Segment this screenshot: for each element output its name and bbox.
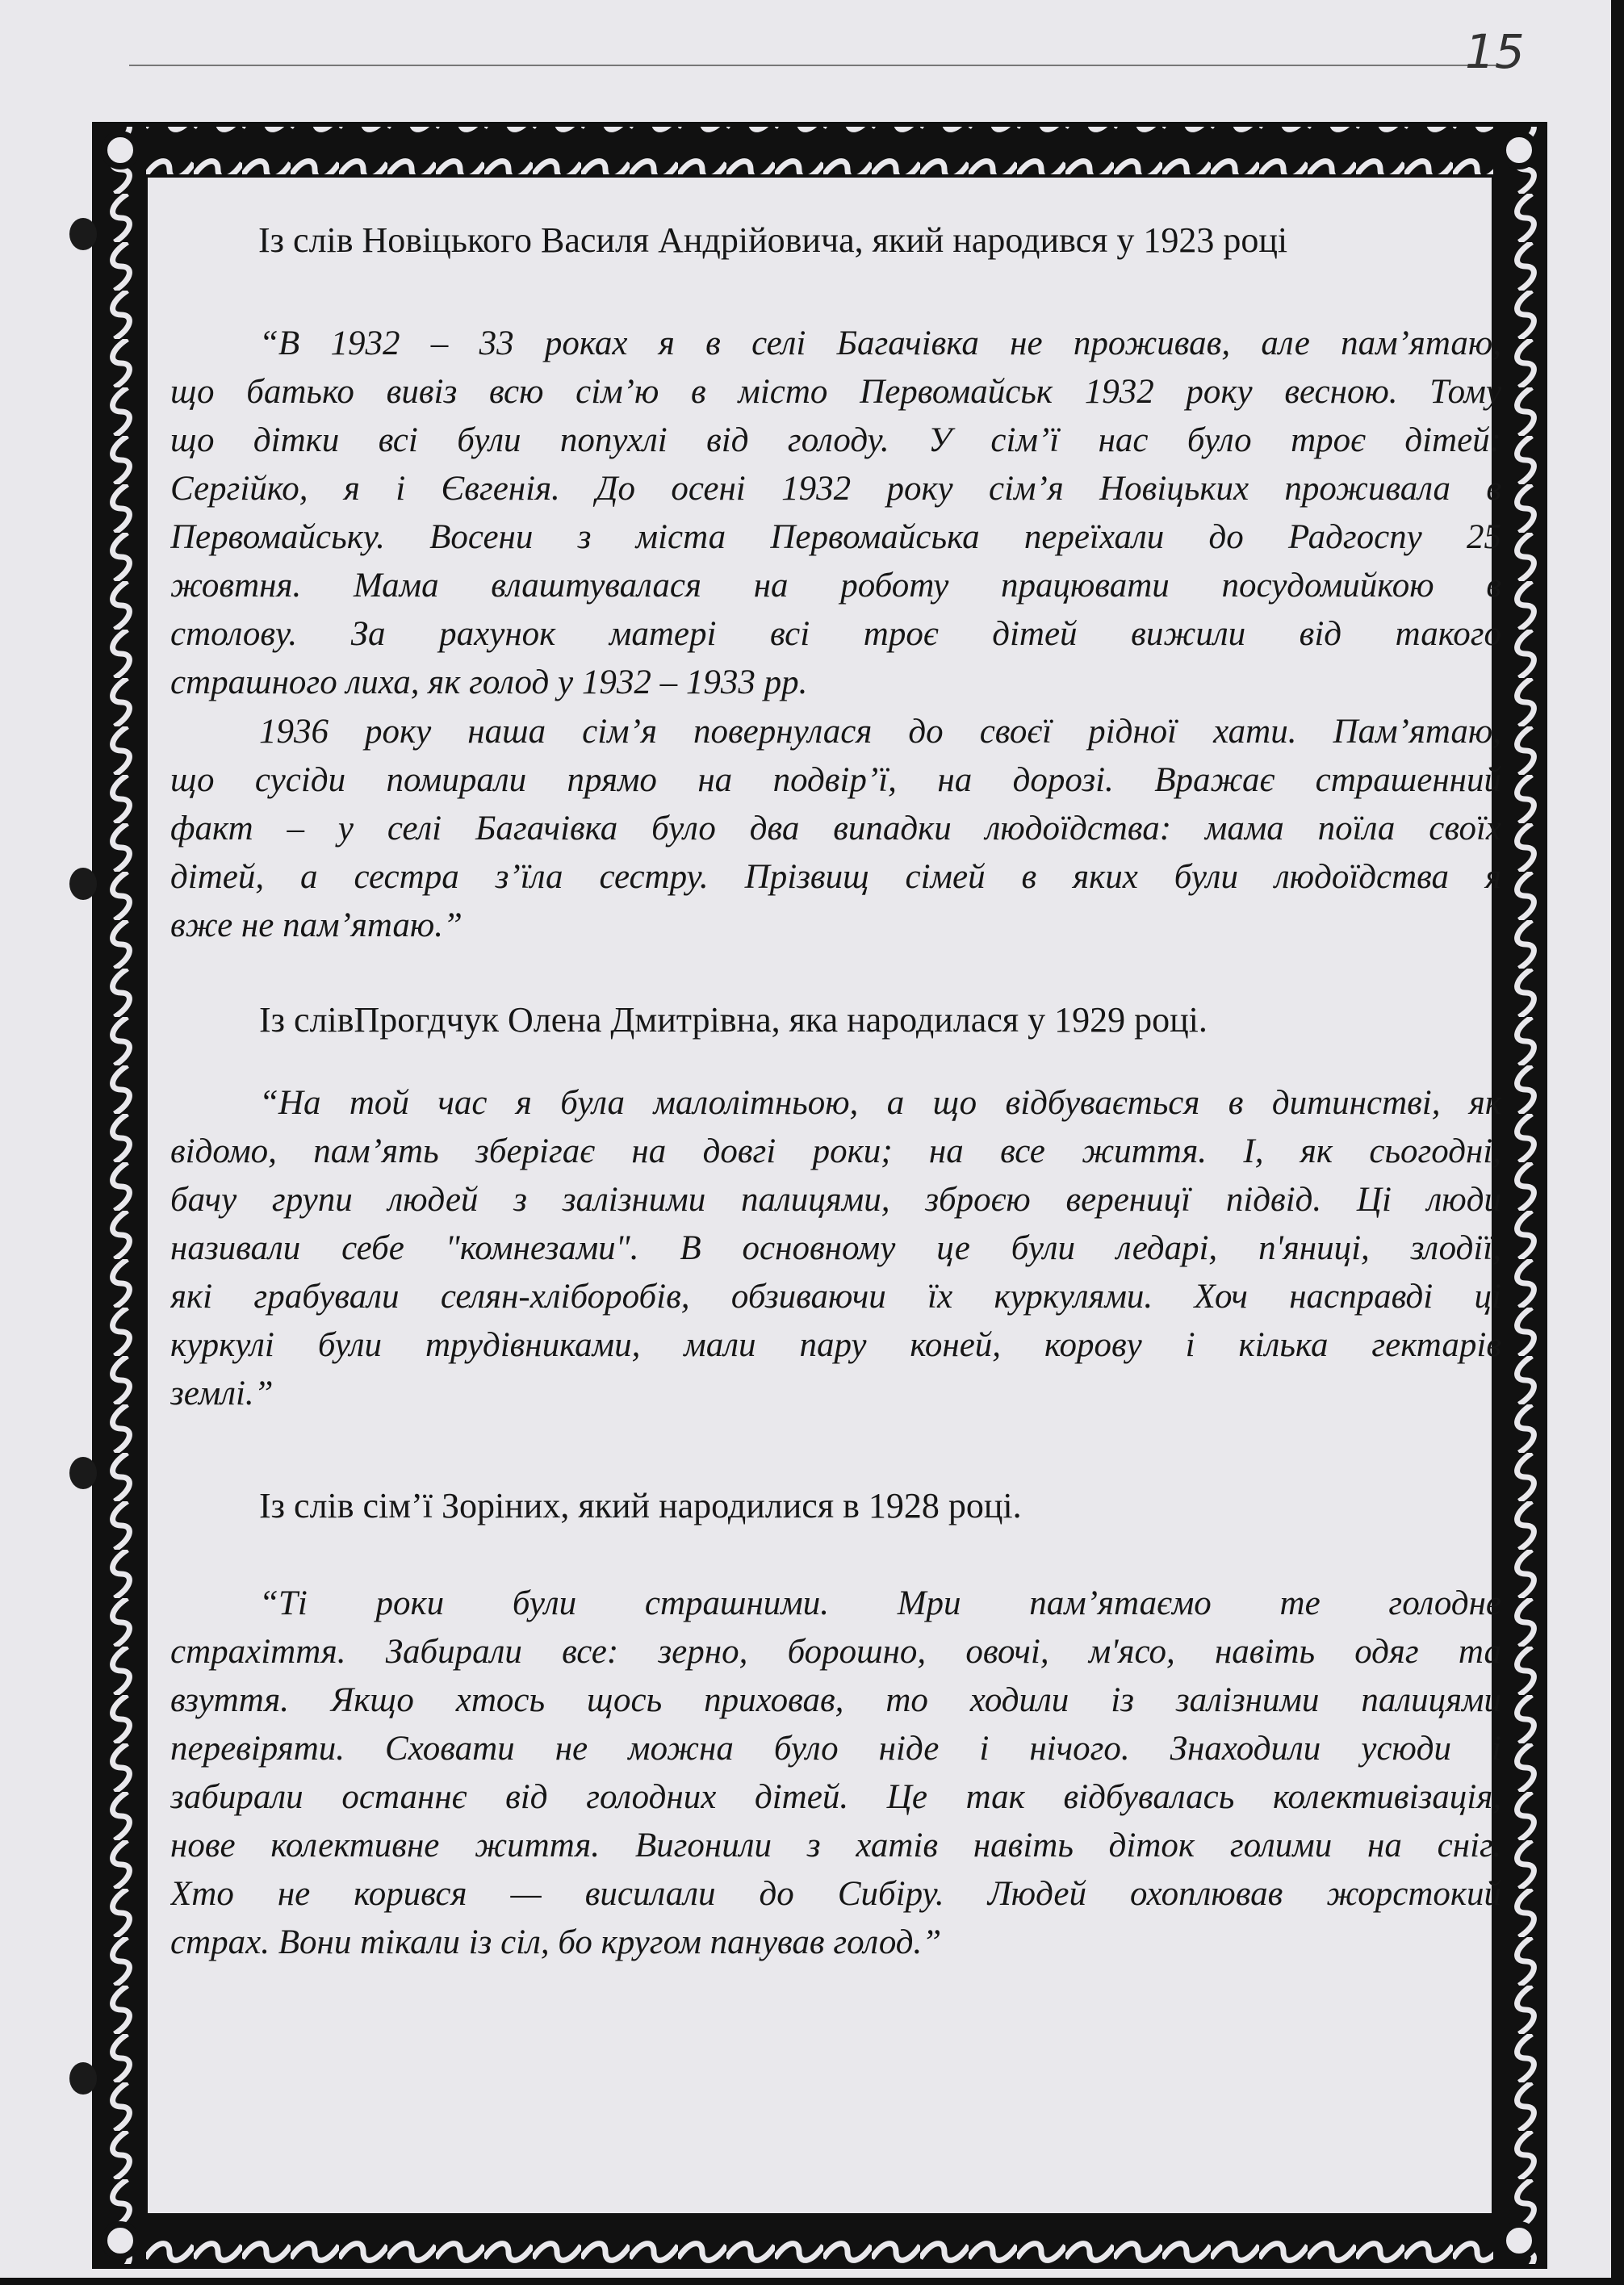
text-line: бачу групи людей з залізними палицями, зброєю вереницї підвід. Ці люди <box>170 1181 1501 1219</box>
quote-paragraph <box>170 320 1501 707</box>
quote-paragraph <box>170 708 1501 950</box>
text-line: які грабували селян-хліборобів, обзиваючи їх куркулями. Хоч насправді ці <box>170 1278 1501 1316</box>
text-line: що батько вивіз всю сім’ю в місто Первомайськ 1932 року весною. Тому <box>170 373 1501 411</box>
section-heading: Із слівПрогдчук Олена Дмитрівна, яка народилася у 1929 році. <box>259 1000 1208 1040</box>
text-line: що сусіди помирали прямо на подвір’ї, на дорозі. Вражає страшенний <box>170 761 1501 799</box>
page-number: 15 <box>1465 24 1525 79</box>
text-line: жовтня. Мама влаштувалася на роботу працювати посудомийкою в <box>170 567 1501 605</box>
punch-hole <box>69 2062 97 2095</box>
text-line: страх. Вони тікали із сіл, бо кругом панував голод.” <box>170 1923 942 1961</box>
text-line: Сергійко, я і Євгенія. До осені 1932 року сім’я Новіцьких проживала в <box>170 470 1501 508</box>
text-line: забирали останнє від голодних дітей. Це так відбувалась колективізація, <box>170 1778 1501 1816</box>
text-line: Первомайську. Восени з міста Первомайська переїхали до Радгоспу 25 <box>170 518 1501 556</box>
text-line: відомо, пам’ять зберігає на довгі роки; на все життя. І, як сьогодні, <box>170 1132 1501 1170</box>
text-line: взуття. Якщо хтось щось приховав, то ходили із залізними палицями <box>170 1681 1501 1719</box>
text-line: землі.” <box>170 1375 274 1412</box>
quote-paragraph <box>170 1580 1501 1967</box>
text-line: “Ті роки були страшними. Мри пам’ятаємо те голодне <box>259 1584 1501 1622</box>
quote-paragraph <box>170 1079 1501 1418</box>
punch-hole <box>69 1457 97 1489</box>
punch-hole <box>69 868 97 900</box>
text-line: Хто не корився — висилали до Сибіру. Людей охоплював жорстокий <box>170 1875 1501 1913</box>
text-line: дітей, а сестра з’їла сестру. Прізвищ сімей в яких були людоїдства я <box>170 858 1501 896</box>
text-line: називали себе "комнезами". В основному це були ледарі, п'яниці, злодії, <box>170 1229 1501 1267</box>
text-line: столову. За рахунок матері всі троє дітей вижили від такого <box>170 615 1501 653</box>
text-line: страшного лиха, як голод у 1932 – 1933 рр. <box>170 663 808 701</box>
text-line: нове колективне життя. Вигонили з хатів навіть діток голими на сніг. <box>170 1827 1501 1864</box>
punch-hole <box>69 218 97 250</box>
text-line: “На той час я була малолітньою, а що відбувається в дитинстві, як <box>259 1084 1501 1122</box>
text-line: страхіття. Забирали все: зерно, борошно, овочі, м'ясо, навіть одяг та <box>170 1633 1501 1671</box>
section-heading: Із слів сім’ї Зоріних, який народилися в 1928 році. <box>259 1486 1022 1525</box>
section-heading: Із слів Новіцького Василя Андрійовича, який народився у 1923 році <box>258 220 1288 260</box>
text-line: факт – у селі Багачівка було два випадки людоїдства: мама поїла своїх <box>170 810 1501 847</box>
text-line: 1936 року наша сім’я повернулася до своєї рідної хати. Пам’ятаю, <box>259 713 1501 751</box>
text-line: що дітки всі були попухлі від голоду. У сім’ї нас було троє дітей: <box>170 421 1501 459</box>
text-line: вже не пам’ятаю.” <box>170 906 463 944</box>
text-line: “В 1932 – 33 роках я в селі Багачівка не проживав, але пам’ятаю, <box>259 324 1501 362</box>
text-line: перевіряти. Сховати не можна було ніде і нічого. Знаходили усюди і <box>170 1730 1501 1768</box>
text-line: куркулі були трудівниками, мали пару коней, корову і кілька гектарів <box>170 1326 1501 1364</box>
